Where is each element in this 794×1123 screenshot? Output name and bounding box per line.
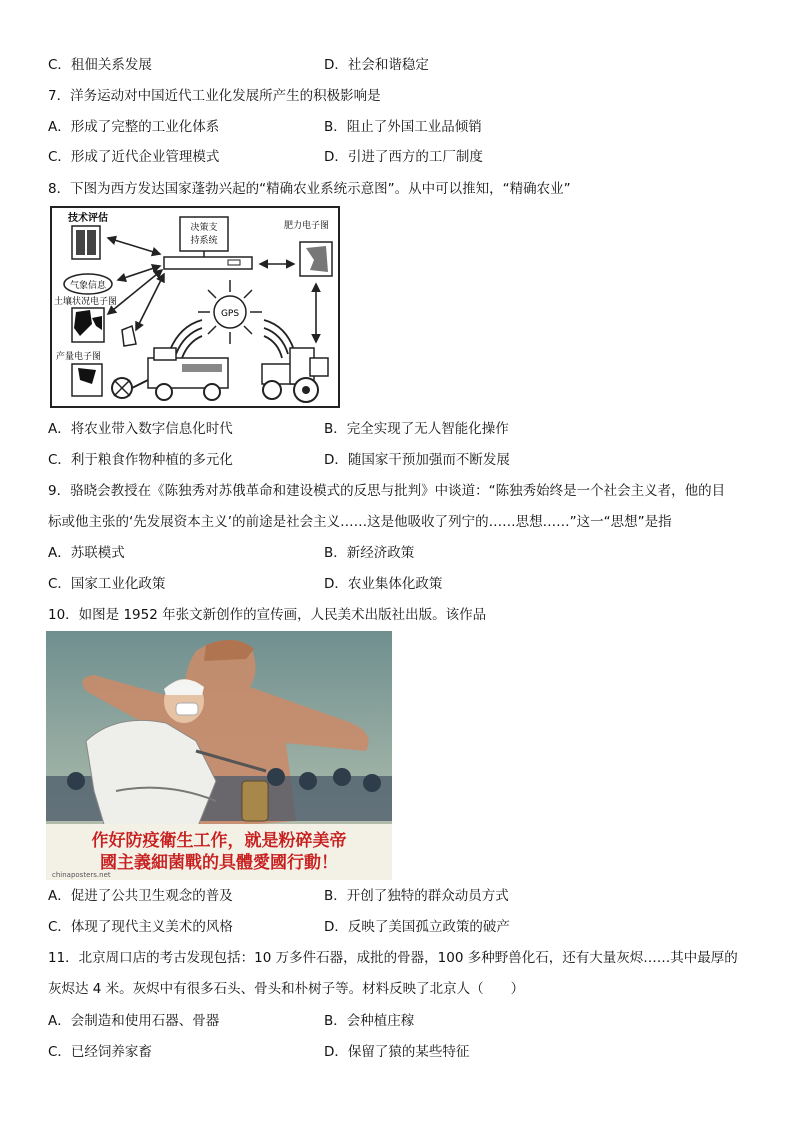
slogan-line2: 國主義細菌戰的具體愛國行動！ bbox=[100, 853, 338, 873]
q10-option-d[interactable]: D．反映了美国孤立政策的破产 bbox=[324, 919, 510, 935]
q6-option-c[interactable]: C．租佃关系发展 bbox=[48, 57, 152, 73]
q9-stem-line1: 9．骆晓会教授在《陈独秀对苏俄革命和建设模式的反思与批判》中谈道：“陈独秀始终是一个社会主义者，他的目 bbox=[48, 483, 726, 499]
q8-option-a[interactable]: A．将农业带入数字信息化时代 bbox=[48, 421, 233, 437]
sprayer-tank bbox=[242, 781, 268, 821]
q9-option-c[interactable]: C．国家工业化政策 bbox=[48, 576, 166, 592]
label-fertilizer-map: 肥力电子图 bbox=[284, 221, 330, 231]
harvester-icon bbox=[112, 348, 228, 400]
q7-stem: 7．洋务运动对中国近代工业化发展所产生的积极影响是 bbox=[48, 88, 381, 104]
q10-stem: 10．如图是 1952 年张文新创作的宣传画，人民美术出版社出版。该作品 bbox=[48, 607, 487, 623]
q11-stem-line1: 11．北京周口店的考古发现包括：10 万多件石器，成批的骨器，100 多种野兽化石，还有大量灰烬……其中最厚的 bbox=[48, 950, 738, 966]
label-soil-map: 土壤状况电子图 bbox=[54, 297, 118, 307]
computer-unit bbox=[164, 257, 252, 269]
q11-option-d[interactable]: D．保留了猿的某些特征 bbox=[324, 1044, 470, 1060]
label-tech-eval: 技术评估 bbox=[68, 213, 108, 224]
q9-option-b[interactable]: B．新经济政策 bbox=[324, 545, 415, 561]
label-decision-2: 持系统 bbox=[190, 236, 218, 246]
q9-stem-line2: 标或他主张的‘先发展资本主义’的前途是社会主义……这是他吸收了列宁的……思想……”这一“思想”是指 bbox=[48, 514, 672, 530]
q7-option-c[interactable]: C．形成了近代企业管理模式 bbox=[48, 149, 220, 165]
q8-stem: 8．下图为西方发达国家蓬勃兴起的“精确农业系统示意图”。从中可以推知，“精确农业” bbox=[48, 181, 571, 197]
q8-option-c[interactable]: C．利于粮食作物种植的多元化 bbox=[48, 452, 233, 468]
sampler-icon bbox=[122, 326, 136, 346]
q11-option-b[interactable]: B．会种植庄稼 bbox=[324, 1013, 415, 1029]
label-yield-map: 产量电子图 bbox=[56, 352, 102, 362]
q10-option-a[interactable]: A．促进了公共卫生观念的普及 bbox=[48, 888, 233, 904]
q11-option-c[interactable]: C．已经饲养家畜 bbox=[48, 1044, 152, 1060]
poster-watermark: chinaposters.net bbox=[52, 871, 111, 879]
q7-option-a[interactable]: A．形成了完整的工业化体系 bbox=[48, 119, 220, 135]
q8-option-b[interactable]: B．完全实现了无人智能化操作 bbox=[324, 421, 509, 437]
q8-option-d[interactable]: D．随国家干预加强而不断发展 bbox=[324, 452, 510, 468]
slogan-line1: 作好防疫衛生工作，就是粉碎美帝 bbox=[91, 831, 347, 851]
q11-stem-line2: 灰烬达 4 米。灰烬中有很多石头、骨头和朴树子等。材料反映了北京人（ ） bbox=[48, 981, 525, 997]
poster-svg bbox=[46, 631, 392, 880]
propaganda-poster bbox=[46, 631, 392, 880]
precision-agriculture-diagram bbox=[50, 206, 340, 408]
label-weather-info: 气象信息 bbox=[69, 281, 107, 291]
diagram-svg bbox=[52, 208, 338, 406]
q7-option-d[interactable]: D．引进了西方的工厂制度 bbox=[324, 149, 483, 165]
q10-option-c[interactable]: C．体现了现代主义美术的风格 bbox=[48, 919, 233, 935]
tractor-icon bbox=[262, 348, 328, 402]
label-decision-1: 决策支 bbox=[190, 223, 218, 233]
q7-option-b[interactable]: B．阻止了外国工业品倾销 bbox=[324, 119, 482, 135]
q9-option-d[interactable]: D．农业集体化政策 bbox=[324, 576, 443, 592]
q10-option-b[interactable]: B．开创了独特的群众动员方式 bbox=[324, 888, 509, 904]
flow-arrows bbox=[108, 238, 316, 342]
q9-option-a[interactable]: A．苏联模式 bbox=[48, 545, 125, 561]
q6-option-d[interactable]: D．社会和谐稳定 bbox=[324, 57, 429, 73]
q11-option-a[interactable]: A．会制造和使用石器、骨器 bbox=[48, 1013, 220, 1029]
label-gps: GPS bbox=[220, 309, 240, 319]
